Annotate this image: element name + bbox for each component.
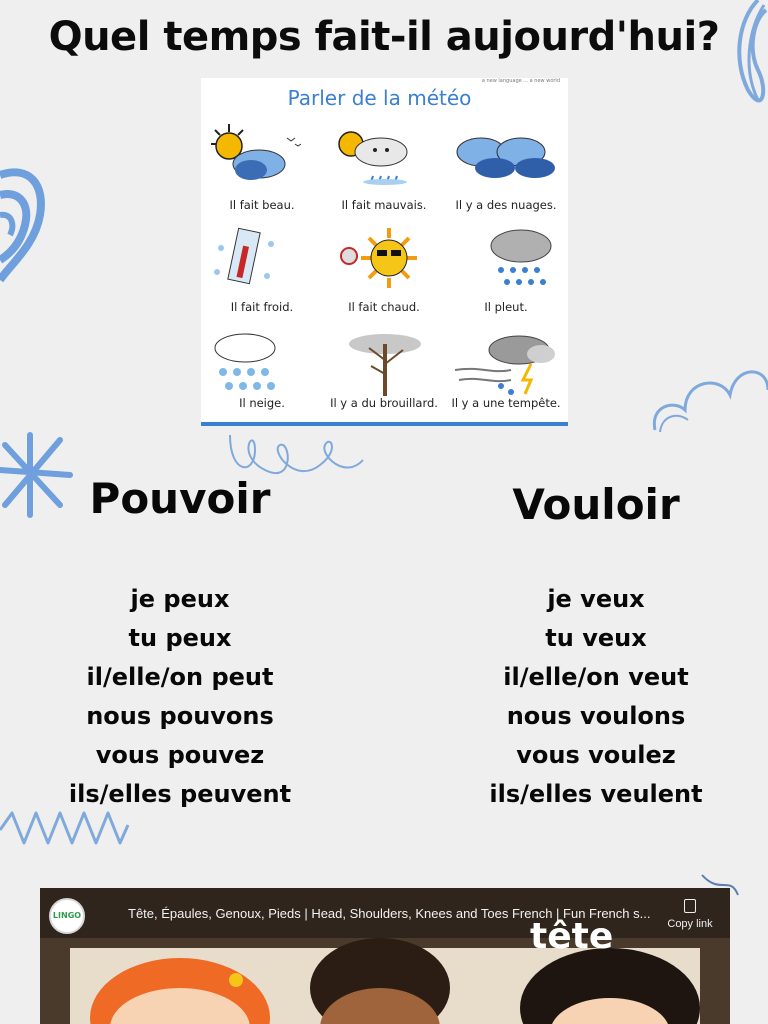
- poster-bottom-bar: [201, 422, 568, 426]
- weather-cell-label: Il fait mauvais.: [341, 198, 427, 212]
- weather-cell-tempete: [445, 328, 567, 432]
- conjugation-form: ils/elles veulent: [489, 780, 703, 808]
- video-title[interactable]: Tête, Épaules, Genoux, Pieds | Head, Shoulders, Knees and Toes French | Fun French s...: [128, 906, 651, 921]
- sun-rain-cloud-icon: [329, 122, 439, 192]
- sun-cloud-icon: [207, 122, 317, 192]
- pouvoir-conjugation-list: [40, 580, 320, 814]
- weather-cell-label: Il neige.: [239, 396, 285, 410]
- cloud-doodle: [650, 360, 768, 435]
- conjugation-form: ils/elles peuvent: [68, 780, 292, 808]
- weather-poster: [201, 78, 568, 426]
- weather-cell-froid: [201, 224, 323, 328]
- conjugation-form: vous pouvez: [95, 741, 265, 769]
- weather-cell-label: Il fait beau.: [229, 198, 295, 212]
- copy-link-label: Copy link: [667, 918, 713, 930]
- conjugation-form: nous pouvons: [86, 702, 274, 730]
- thermometer-icon: [207, 226, 317, 296]
- weather-cell-beau: [201, 120, 323, 224]
- conjugation-form: nous voulons: [506, 702, 686, 730]
- weather-cell-mauvais: [323, 120, 445, 224]
- pouvoir-title: Pouvoir: [89, 474, 271, 523]
- copy-icon: [684, 899, 696, 913]
- hot-sun-icon: [329, 226, 439, 296]
- fog-tree-icon: [329, 330, 439, 400]
- weather-cell-label: Il y a des nuages.: [455, 198, 557, 212]
- weather-cell-neige: [201, 328, 323, 432]
- conjugation-form: il/elle/on veut: [503, 663, 689, 691]
- weather-cell-label: Il fait froid.: [230, 300, 294, 314]
- weather-cell-pleut: [445, 224, 567, 328]
- weather-cell-label: Il y a du brouillard.: [330, 396, 438, 410]
- channel-logo[interactable]: LINGO: [49, 898, 85, 934]
- video-embed[interactable]: [40, 888, 730, 1024]
- video-overlay-word: tête: [530, 916, 614, 957]
- weather-cell-chaud: [323, 224, 445, 328]
- weather-cell-nuages: [445, 120, 567, 224]
- weather-cell-label: Il y a une tempête.: [451, 396, 561, 410]
- conjugation-form: il/elle/on peut: [86, 663, 274, 691]
- vouloir-title: Vouloir: [512, 480, 680, 529]
- weather-cell-label: Il fait chaud.: [348, 300, 420, 314]
- vouloir-conjugation-list: [456, 580, 736, 814]
- weather-cell-label: Il pleut.: [484, 300, 528, 314]
- conjugation-form: tu peux: [128, 624, 232, 652]
- conjugation-form: tu veux: [545, 624, 647, 652]
- copy-link-button[interactable]: [665, 899, 715, 930]
- conjugation-form: je veux: [547, 585, 645, 613]
- page-title: Quel temps fait-il aujourd'hui?: [48, 14, 720, 60]
- rain-cloud-icon: [451, 226, 561, 296]
- conjugation-form: vous voulez: [516, 741, 676, 769]
- storm-icon: [451, 330, 561, 400]
- clouds-icon: [451, 122, 561, 192]
- poster-title: Parler de la météo: [287, 86, 472, 110]
- scribble-heart-doodle: [0, 165, 48, 285]
- snow-cloud-icon: [207, 330, 317, 400]
- conjugation-form: je peux: [130, 585, 230, 613]
- weather-cell-brouillard: [323, 328, 445, 432]
- poster-badge: a new language ... a new world: [481, 78, 560, 84]
